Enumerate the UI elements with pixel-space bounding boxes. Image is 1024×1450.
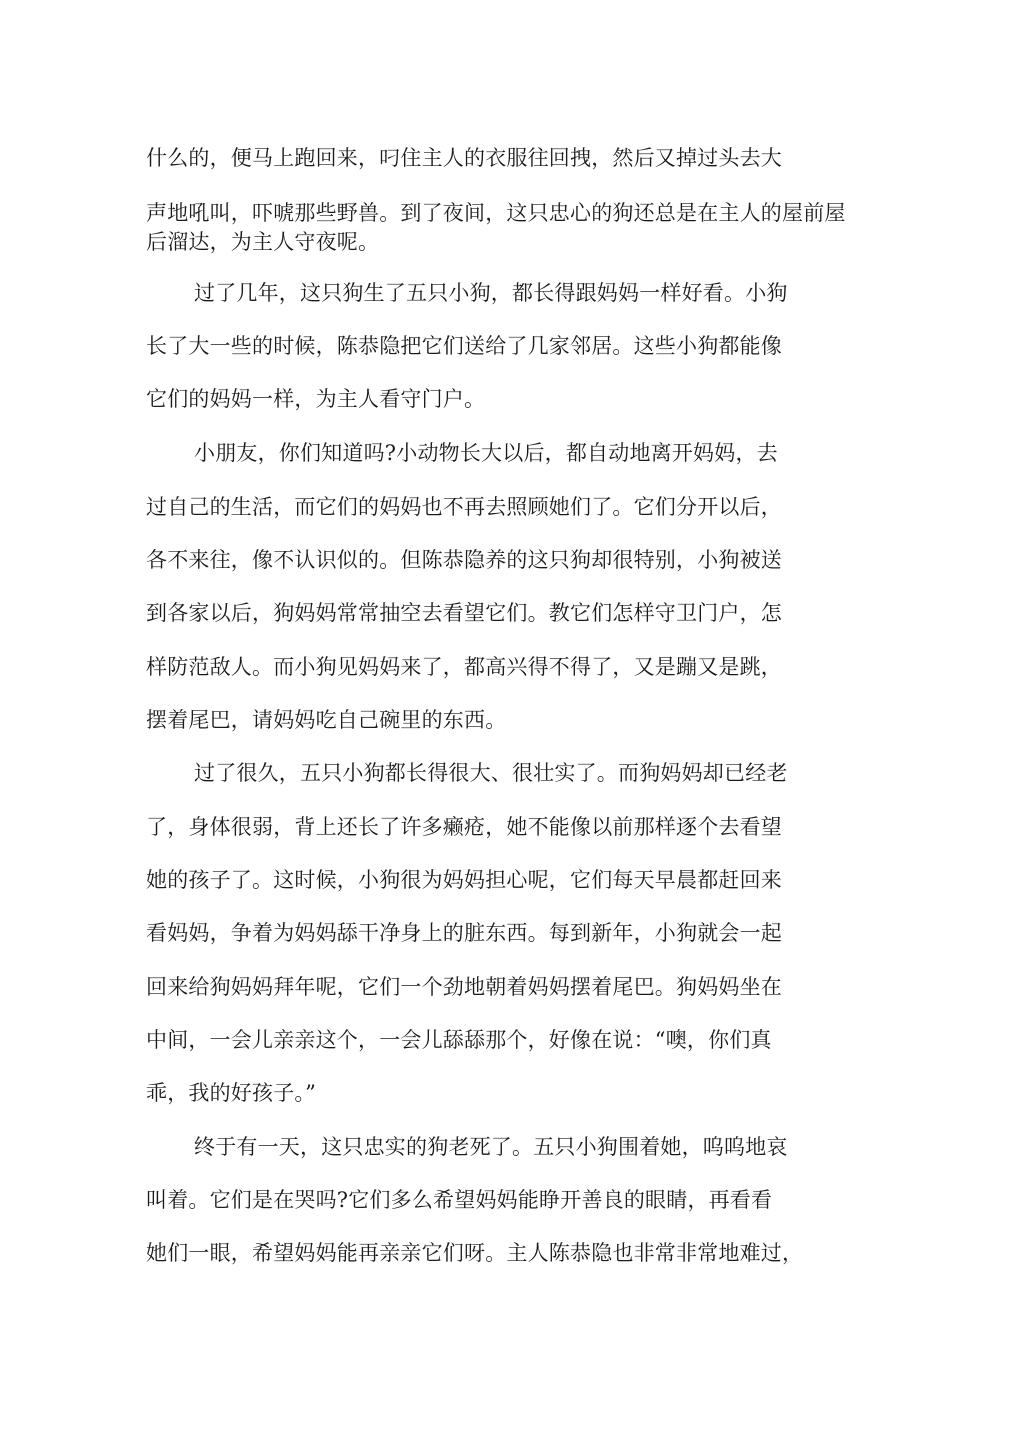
text-line: 终于有一天，这只忠实的狗老死了。五只小狗围着她，呜呜地哀 — [194, 1135, 788, 1159]
text-line: 回来给狗妈妈拜年呢，它们一个劲地朝着妈妈摆着尾巴。狗妈妈坐在 — [146, 975, 782, 999]
text-line: 后溜达，为主人守夜呢。 — [146, 230, 380, 254]
text-line: 叫着。它们是在哭吗?它们多么希望妈妈能睁开善良的眼睛，再看看 — [146, 1188, 773, 1212]
text-line: 她的孩子了。这时候，小狗很为妈妈担心呢，它们每天早晨都赶回来 — [146, 868, 782, 892]
text-line: 各不来往，像不认识似的。但陈恭隐养的这只狗却很特别，小狗被送 — [146, 548, 782, 572]
text-line: 她们一眼，希望妈妈能再亲亲它们呀。主人陈恭隐也非常非常地难过， — [146, 1241, 804, 1265]
text-line: 它们的妈妈一样，为主人看守门户。 — [146, 387, 486, 411]
text-line: 小朋友，你们知道吗?小动物长大以后，都自动地离开妈妈，去 — [194, 441, 778, 465]
text-line: 样防范敌人。而小狗见妈妈来了，都高兴得不得了，又是蹦又是跳， — [146, 655, 782, 679]
text-line: 到各家以后，狗妈妈常常抽空去看望它们。教它们怎样守卫门户，怎 — [146, 601, 782, 625]
text-line: 摆着尾巴，请妈妈吃自己碗里的东西。 — [146, 708, 507, 732]
text-line: 过了很久，五只小狗都长得很大、很壮实了。而狗妈妈却已经老 — [194, 761, 788, 785]
text-line: 过自己的生活，而它们的妈妈也不再去照顾她们了。它们分开以后， — [146, 495, 782, 519]
text-line: 什么的，便马上跑回来，叼住主人的衣服往回拽，然后又掉过头去大 — [146, 146, 782, 170]
text-line: 中间，一会儿亲亲这个，一会儿舔舔那个，好像在说：“噢，你们真 — [146, 1028, 772, 1052]
text-line: 看妈妈，争着为妈妈舔干净身上的脏东西。每到新年，小狗就会一起 — [146, 921, 782, 945]
text-line: 长了大一些的时候，陈恭隐把它们送给了几家邻居。这些小狗都能像 — [146, 334, 782, 358]
text-line: 过了几年，这只狗生了五只小狗，都长得跟妈妈一样好看。小狗 — [194, 281, 788, 305]
text-line: 乖，我的好孩子。” — [146, 1081, 317, 1105]
text-line: 了，身体很弱，背上还长了许多癞疮，她不能像以前那样逐个去看望 — [146, 815, 782, 839]
text-line: 声地吼叫，吓唬那些野兽。到了夜间，这只忠心的狗还总是在主人的屋前屋 — [146, 201, 846, 225]
